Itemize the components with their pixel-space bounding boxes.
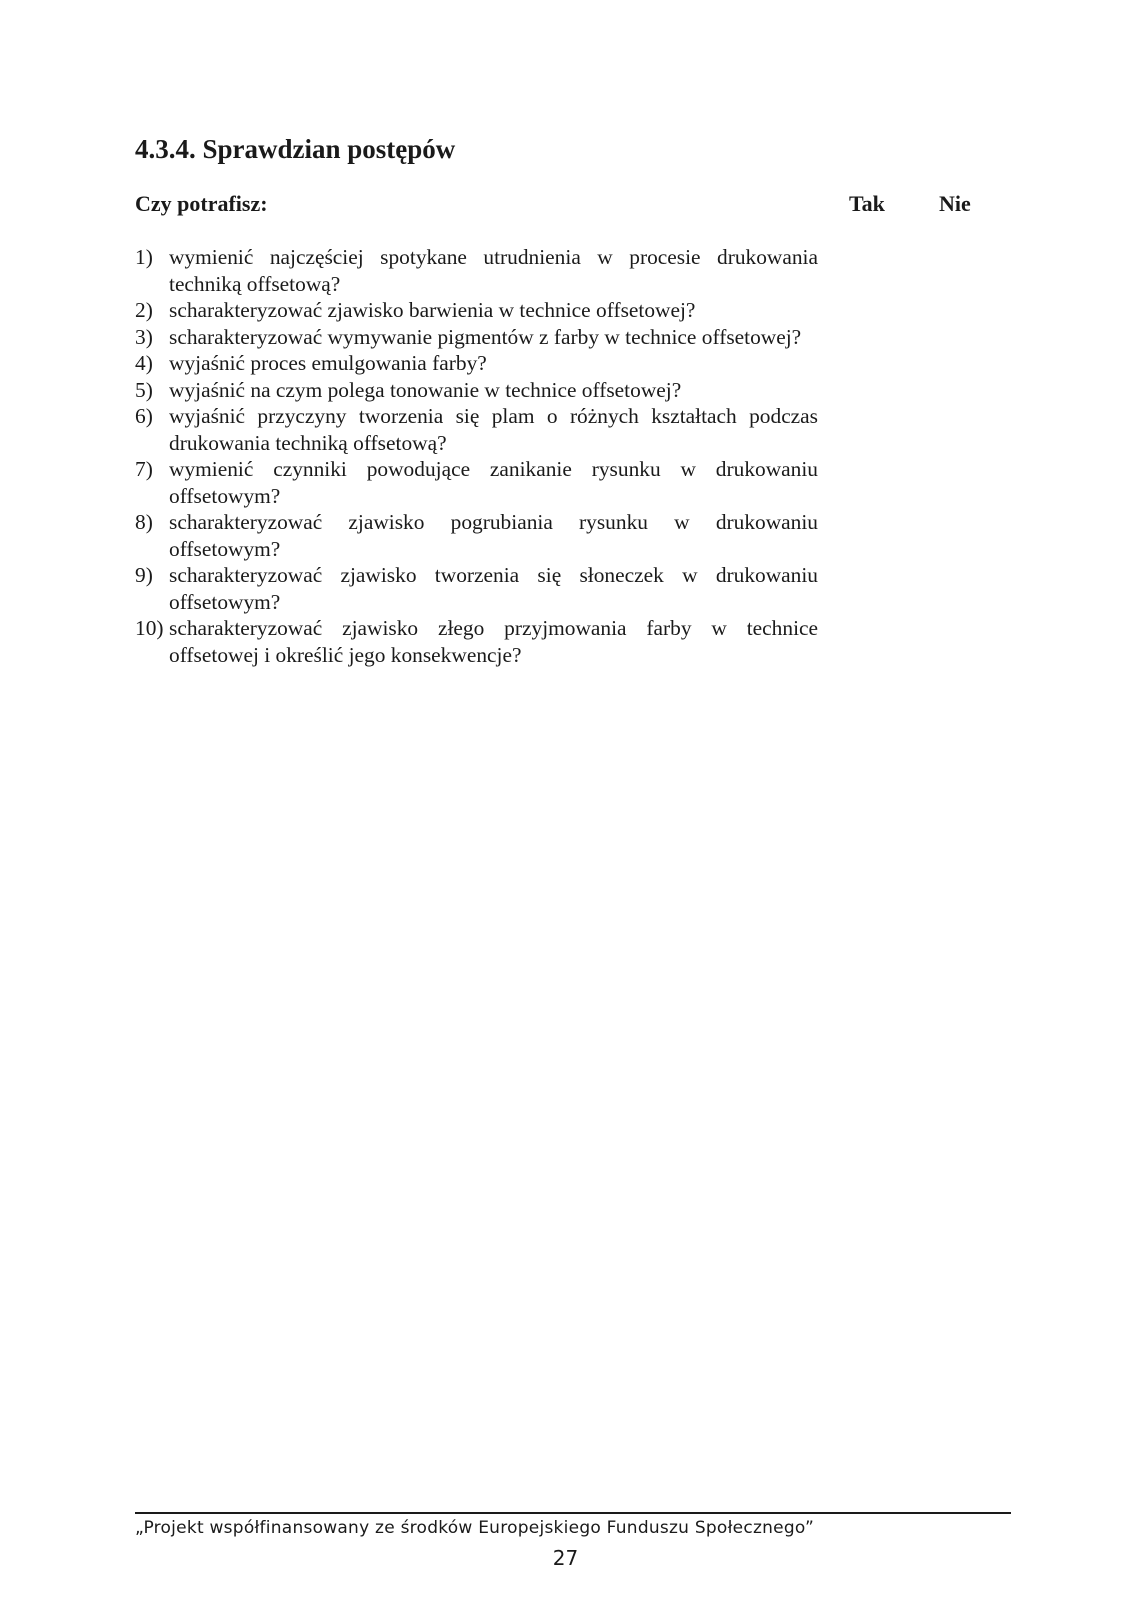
question-number: 1) xyxy=(135,245,153,269)
question-text: scharakteryzować zjawisko tworzenia się słoneczek w drukowaniu offsetowym? xyxy=(169,563,818,614)
question-text: scharakteryzować zjawisko złego przyjmowania farby w technice offsetowej i określić jego konsekwencje? xyxy=(169,616,818,667)
question-number: 10) xyxy=(135,616,164,640)
question-item xyxy=(135,509,818,562)
question-number: 7) xyxy=(135,457,153,481)
question-item xyxy=(135,377,818,404)
no-column-header: Nie xyxy=(939,191,971,216)
footer-divider xyxy=(135,1512,1011,1514)
question-column-header: Czy potrafisz: xyxy=(135,191,268,216)
question-item xyxy=(135,562,818,615)
question-text: scharakteryzować zjawisko pogrubiania rysunku w drukowaniu offsetowym? xyxy=(169,510,818,561)
footer-text: „Projekt współfinansowany ze środków Europejskiego Funduszu Społecznego” xyxy=(135,1518,815,1538)
question-item xyxy=(135,324,818,351)
question-text: wyjaśnić przyczyny tworzenia się plam o różnych kształtach podczas drukowania techniką offsetową? xyxy=(169,404,818,455)
question-number: 3) xyxy=(135,324,153,349)
question-number: 6) xyxy=(135,404,153,428)
question-text: scharakteryzować wymywanie pigmentów z farby w technice offsetowej? xyxy=(169,324,802,349)
question-number: 2) xyxy=(135,298,153,322)
page-number: 27 xyxy=(552,1546,579,1570)
question-item xyxy=(135,615,818,668)
question-number: 5) xyxy=(135,377,153,402)
question-list xyxy=(135,244,818,668)
question-text: scharakteryzować zjawisko barwienia w technice offsetowej? xyxy=(169,298,696,322)
question-text: wymienić czynniki powodujące zanikanie rysunku w drukowaniu offsetowym? xyxy=(169,457,818,508)
question-item xyxy=(135,244,818,297)
yes-column-header: Tak xyxy=(849,191,885,216)
question-item xyxy=(135,456,818,509)
question-number: 8) xyxy=(135,510,153,534)
question-number: 9) xyxy=(135,563,153,587)
question-item xyxy=(135,403,818,456)
question-text: wyjaśnić proces emulgowania farby? xyxy=(169,351,487,375)
question-item xyxy=(135,350,818,377)
question-text: wymienić najczęściej spotykane utrudnienia w procesie drukowania techniką offsetową? xyxy=(169,245,818,296)
question-item xyxy=(135,297,818,324)
question-text: wyjaśnić na czym polega tonowanie w technice offsetowej? xyxy=(169,377,682,402)
question-number: 4) xyxy=(135,351,153,375)
section-title: 4.3.4. Sprawdzian postępów xyxy=(135,134,456,164)
